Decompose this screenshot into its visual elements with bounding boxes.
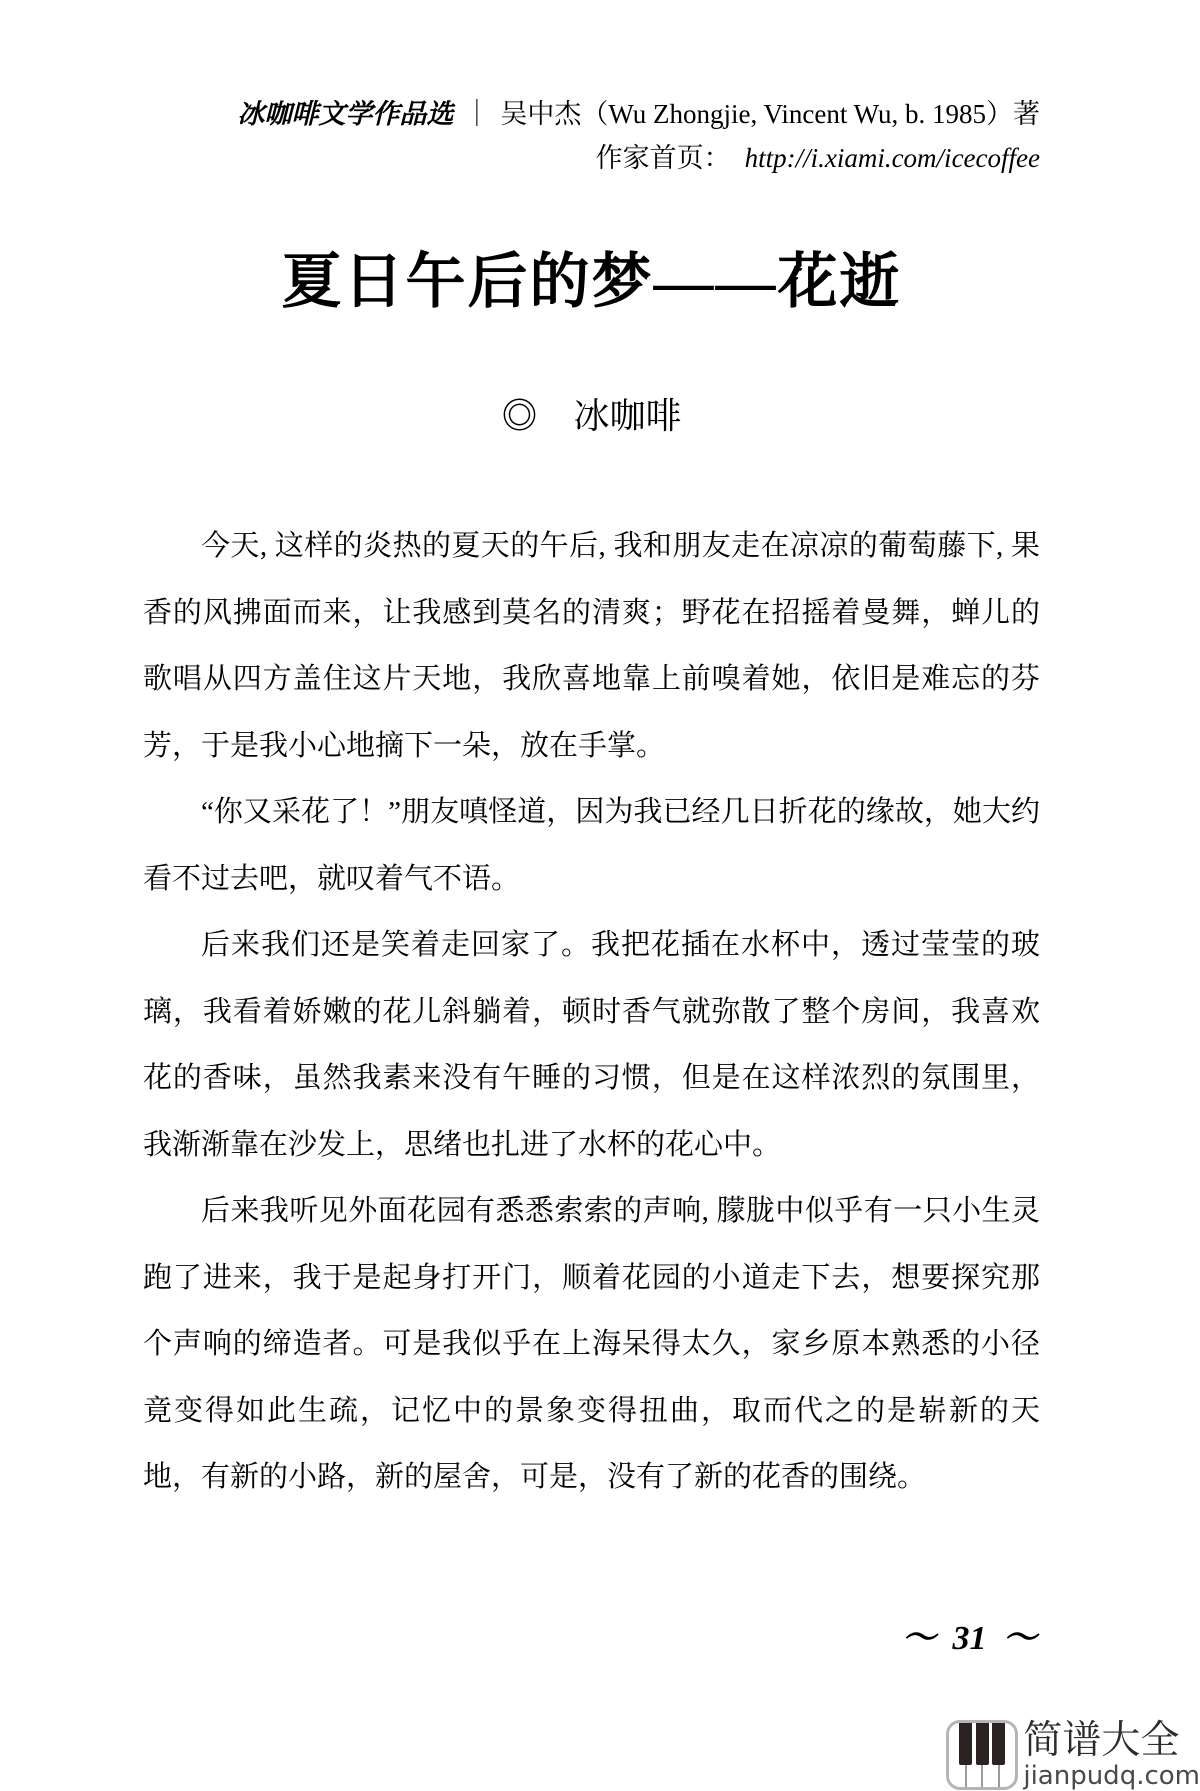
brand-domain: jianpudq.com [1023, 1761, 1200, 1791]
watermark-brand [1023, 1720, 1200, 1790]
header-line-2 [143, 136, 1040, 180]
header-line-1 [143, 92, 1040, 136]
homepage-label: 作家首页： [595, 143, 731, 173]
article-body [143, 513, 1040, 1511]
paragraph: 后来我们还是笑着走回家了。我把花插在水杯中，透过莹莹的玻璃，我看着娇嫩的花儿斜躺着，顿时香气就弥散了整个房间，我喜欢花的香味，虽然我素来没有午睡的习惯，但是在这样浓烈的氛围里，我渐渐靠在沙发上，思绪也扎进了水杯的花心中。 [143, 929, 1040, 1161]
page-number: ～ 31 ～ [902, 1620, 1037, 1657]
page-header [143, 92, 1040, 180]
paragraph: 后来我听见外面花园有悉悉索索的声响, 朦胧中似乎有一只小生灵跑了进来，我于是起身打开门，顺着花园的小道走下去，想要探究那个声响的缔造者。可是我似乎在上海呆得太久，家乡原本熟悉的小径竟变得如此生疏，记忆中的景象变得扭曲，取而代之的是崭新的天地，有新的小路，新的屋舍，可是，没有了新的花香的围绕。 [143, 1195, 1040, 1493]
brand-name: 简谱大全 [1023, 1719, 1180, 1762]
header-separator: ｜ [463, 99, 491, 129]
piano-keys-icon [946, 1720, 1018, 1790]
author-line: 吴中杰（Wu Zhongjie, Vincent Wu, b. 1985）著 [500, 99, 1040, 129]
paragraph: 今天, 这样的炎热的夏天的午后, 我和朋友走在凉凉的葡萄藤下, 果香的风拂面而来，让我感到莫名的清爽；野花在招摇着曼舞，蝉儿的歌唱从四方盖住这片天地，我欣喜地靠上前嗅着她，依旧是难忘的芬芳，于是我小心地摘下一朵，放在手掌。 [143, 530, 1040, 762]
page-title: 夏日午后的梦——花逝 [281, 249, 902, 315]
byline-author: ◎ 冰咖啡 [501, 396, 682, 436]
homepage-url: http://i.xiami.com/icecoffee [744, 143, 1040, 173]
series-title: 冰咖啡文学作品选 [237, 99, 454, 129]
watermark-logo [946, 1720, 1200, 1790]
paragraph: “你又采花了！”朋友嗔怪道，因为我已经几日折花的缘故，她大约看不过去吧，就叹着气不语。 [143, 796, 1040, 895]
